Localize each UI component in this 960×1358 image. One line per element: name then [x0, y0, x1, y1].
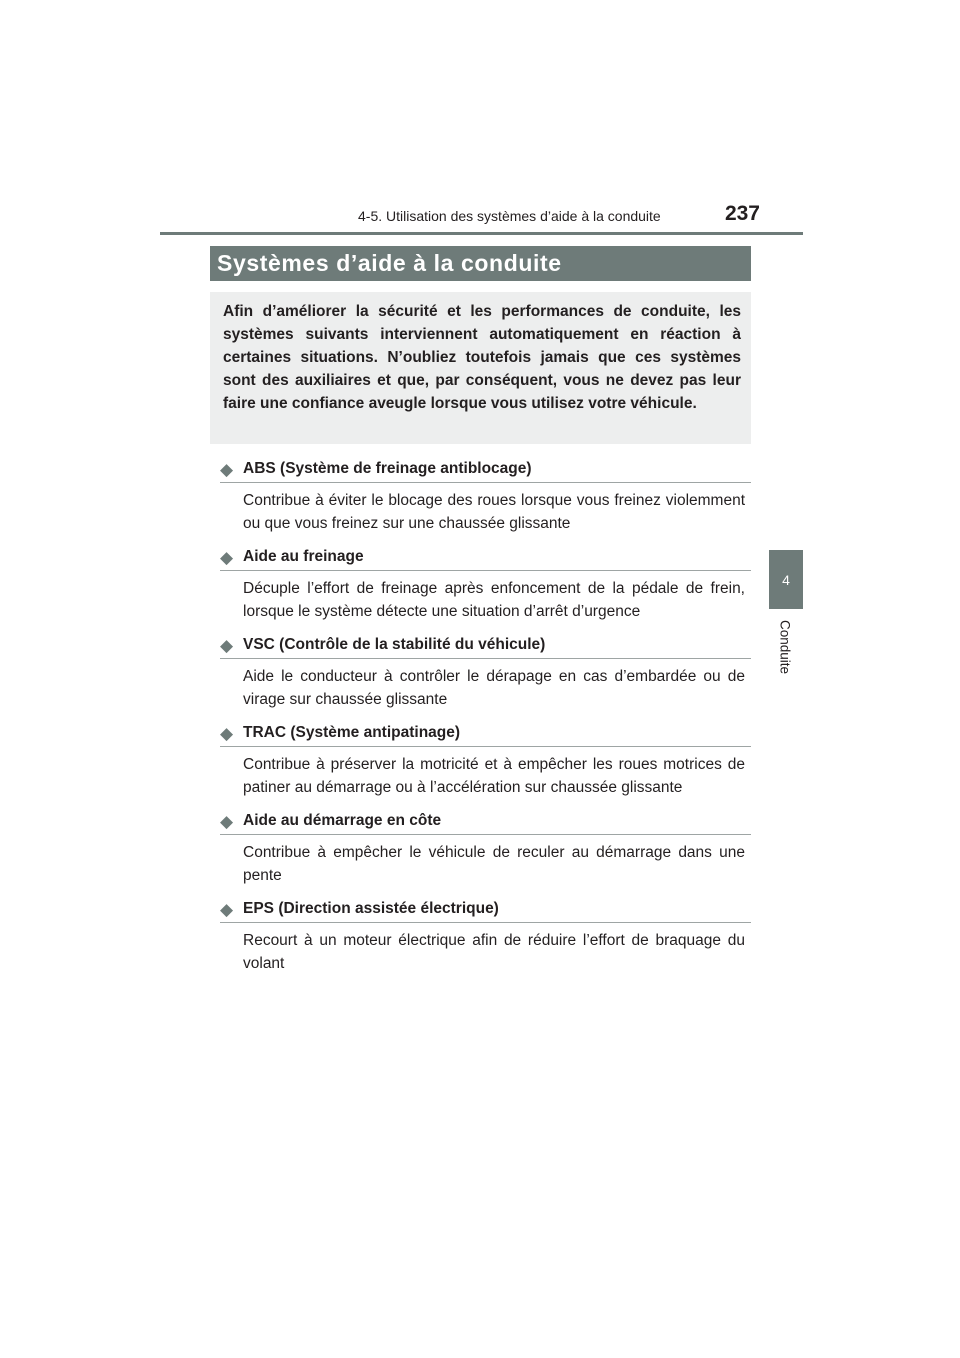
section-header: 4-5. Utilisation des systèmes d’aide à la conduite — [358, 208, 661, 224]
feature-item — [220, 720, 751, 799]
diamond-bullet-icon: ◆ — [220, 459, 234, 479]
feature-item — [220, 632, 751, 711]
feature-title: EPS (Direction assistée électrique) — [243, 900, 499, 917]
chapter-tab: 4 — [769, 550, 803, 609]
feature-heading — [220, 456, 751, 483]
feature-title: Aide au freinage — [243, 548, 364, 565]
feature-heading — [220, 544, 751, 571]
feature-description: Contribue à éviter le blocage des roues lorsque vous freinez violemment ou que vous freinez sur une chaussée glissante — [243, 492, 745, 532]
feature-heading — [220, 808, 751, 835]
feature-list — [220, 456, 751, 984]
feature-title: ABS (Système de freinage antiblocage) — [243, 460, 532, 477]
page-title: Systèmes d’aide à la conduite — [217, 250, 562, 276]
feature-item — [220, 456, 751, 535]
intro-box — [210, 292, 751, 444]
feature-description: Contribue à préserver la motricité et à empêcher les roues motrices de patiner au démarrage ou à l’accélération sur chaussée glissante — [243, 756, 745, 796]
diamond-bullet-icon: ◆ — [220, 547, 234, 567]
diamond-bullet-icon: ◆ — [220, 899, 234, 919]
feature-heading — [220, 896, 751, 923]
feature-item — [220, 808, 751, 887]
feature-description: Contribue à empêcher le véhicule de reculer au démarrage dans une pente — [243, 844, 745, 884]
feature-heading — [220, 720, 751, 747]
chapter-label: Conduite — [777, 619, 793, 675]
feature-heading — [220, 632, 751, 659]
feature-title: VSC (Contrôle de la stabilité du véhicule) — [243, 636, 546, 653]
feature-description: Aide le conducteur à contrôler le dérapage en cas d’embardée ou de virage sur chaussée glissante — [243, 668, 745, 708]
diamond-bullet-icon: ◆ — [220, 723, 234, 743]
feature-description: Décuple l’effort de freinage après enfoncement de la pédale de frein, lorsque le système détecte une situation d’arrêt d’urgence — [243, 580, 745, 620]
feature-title: TRAC (Système antipatinage) — [243, 724, 461, 741]
title-bar — [210, 246, 751, 281]
feature-item — [220, 896, 751, 975]
feature-description: Recourt à un moteur électrique afin de réduire l’effort de braquage du volant — [243, 932, 745, 972]
diamond-bullet-icon: ◆ — [220, 635, 234, 655]
feature-item — [220, 544, 751, 623]
intro-text: Afin d’améliorer la sécurité et les performances de conduite, les systèmes suivants interviennent automatiquement en réaction à certaines situations. N’oubliez toutefois jamais que ces systèmes sont des auxiliaires et que, par conséquent, vous ne devez pas leur faire une confiance aveugle lorsque vous utilisez votre véhicule. — [223, 303, 741, 412]
header-rule — [160, 232, 803, 235]
page-number: 237 — [724, 202, 760, 225]
diamond-bullet-icon: ◆ — [220, 811, 234, 831]
feature-title: Aide au démarrage en côte — [243, 812, 442, 829]
